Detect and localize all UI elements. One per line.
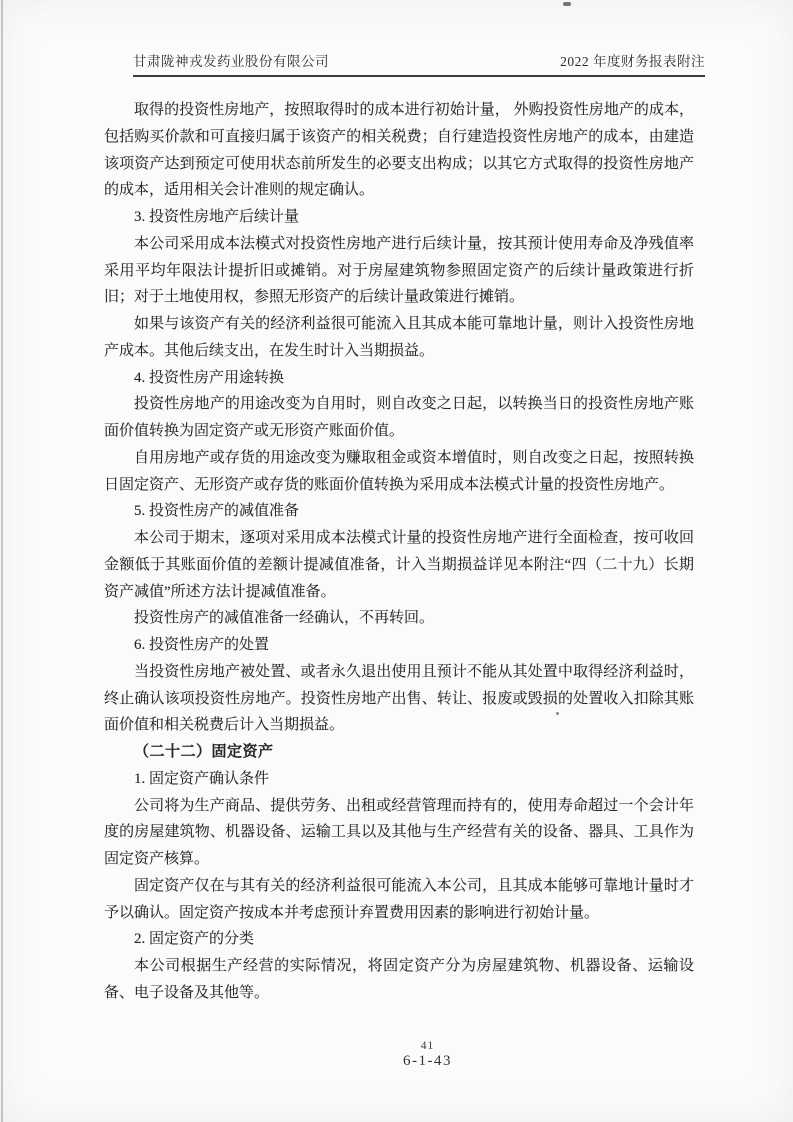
paragraph: 公司将为生产商品、提供劳务、出租或经营管理而持有的，使用寿命超过一个会计年度的房屋建筑物、机器设备、运输工具以及其他与生产经营有关的设备、器具、工具作为固定资产核算。 bbox=[104, 797, 694, 867]
paragraph: 本公司根据生产经营的实际情况，将固定资产分为房屋建筑物、机器设备、运输设备、电子设备及其他等。 bbox=[104, 958, 694, 1001]
heading-fixed-asset-recognition: 1. 固定资产确认条件 bbox=[134, 770, 270, 787]
heading-fixed-asset-classification: 2. 固定资产的分类 bbox=[134, 931, 255, 948]
scan-speck bbox=[563, 2, 571, 6]
paragraph: 投资性房地产的用途改变为自用时，则自改变之日起，以转换当日的投资性房地产账面价值转换为固定资产或无形资产账面价值。 bbox=[104, 396, 694, 439]
paragraph: 本公司采用成本法模式对投资性房地产进行后续计量，按其预计使用寿命及净残值率采用平均年限法计提折旧或摊销。对于房屋建筑物参照固定资产的后续计量政策进行折旧；对于土地使用权，参照无形资产的后续计量政策进行摊销。 bbox=[104, 235, 694, 306]
scan-edge-artifact bbox=[1, 0, 3, 1122]
paragraph: 当投资性房地产被处置、或者永久退出使用且预计不能从其处置中取得经济利益时，终止确认该项投资性房地产。投资性房地产出售、转让、报废或毁损的处置收入扣除其账面价值和相关税费后计入当期损益。 bbox=[104, 663, 694, 734]
paragraph: 本公司于期末，逐项对采用成本法模式计量的投资性房地产进行全面检查，按可收回金额低于其账面价值的差额计提减值准备，计入当期损益详见本附注“四（二十九）长期资产减值”所述方法计提减值准备。 bbox=[104, 530, 694, 600]
paragraph: 如果与该资产有关的经济利益很可能流入且其成本能可靠地计量，则计入投资性房地产成本。其他后续支出，在发生时计入当期损益。 bbox=[104, 316, 694, 359]
paragraph: 取得的投资性房地产，按照取得时的成本进行初始计量， 外购投资性房地产的成本，包括购买价款和可直接归属于该资产的相关税费；自行建造投资性房地产的成本，由建造该项资产达到预定可使用状态前所发生的必要支出构成；以其它方式取得的投资性房地产的成本，适用相关会计准则的规定确认。 bbox=[104, 102, 694, 199]
page-number: 41 bbox=[420, 1040, 435, 1052]
section-heading-fixed-assets: （二十二）固定资产 bbox=[134, 744, 274, 760]
header-divider bbox=[133, 75, 705, 77]
document-code: 6-1-43 bbox=[403, 1053, 452, 1069]
company-name: 甘肃陇神戎发药业股份有限公司 bbox=[133, 54, 329, 69]
heading-investment-property-conversion: 4. 投资性房产用途转换 bbox=[134, 369, 285, 386]
document-body bbox=[104, 97, 694, 1007]
page-header bbox=[133, 50, 705, 70]
paragraph: 投资性房产的减值准备一经确认，不再转回。 bbox=[134, 610, 435, 627]
page-footer bbox=[31, 1040, 793, 1070]
paragraph: 固定资产仅在与其有关的经济利益很可能流入本公司，且其成本能够可靠地计量时才予以确认。固定资产按成本并考虑预计弃置费用因素的影响进行初始计量。 bbox=[104, 877, 694, 921]
report-title: 2022 年度财务报表附注 bbox=[560, 54, 705, 69]
heading-investment-property-subsequent-measurement: 3. 投资性房地产后续计量 bbox=[134, 209, 300, 225]
heading-investment-property-impairment: 5. 投资性房产的减值准备 bbox=[134, 503, 300, 520]
heading-investment-property-disposal: 6. 投资性房产的处置 bbox=[134, 637, 270, 653]
paragraph: 自用房地产或存货的用途改变为赚取租金或资本增值时，则自改变之日起，按照转换日固定资产、无形资产或存货的账面价值转换为采用成本法模式计量的投资性房地产。 bbox=[104, 449, 694, 493]
